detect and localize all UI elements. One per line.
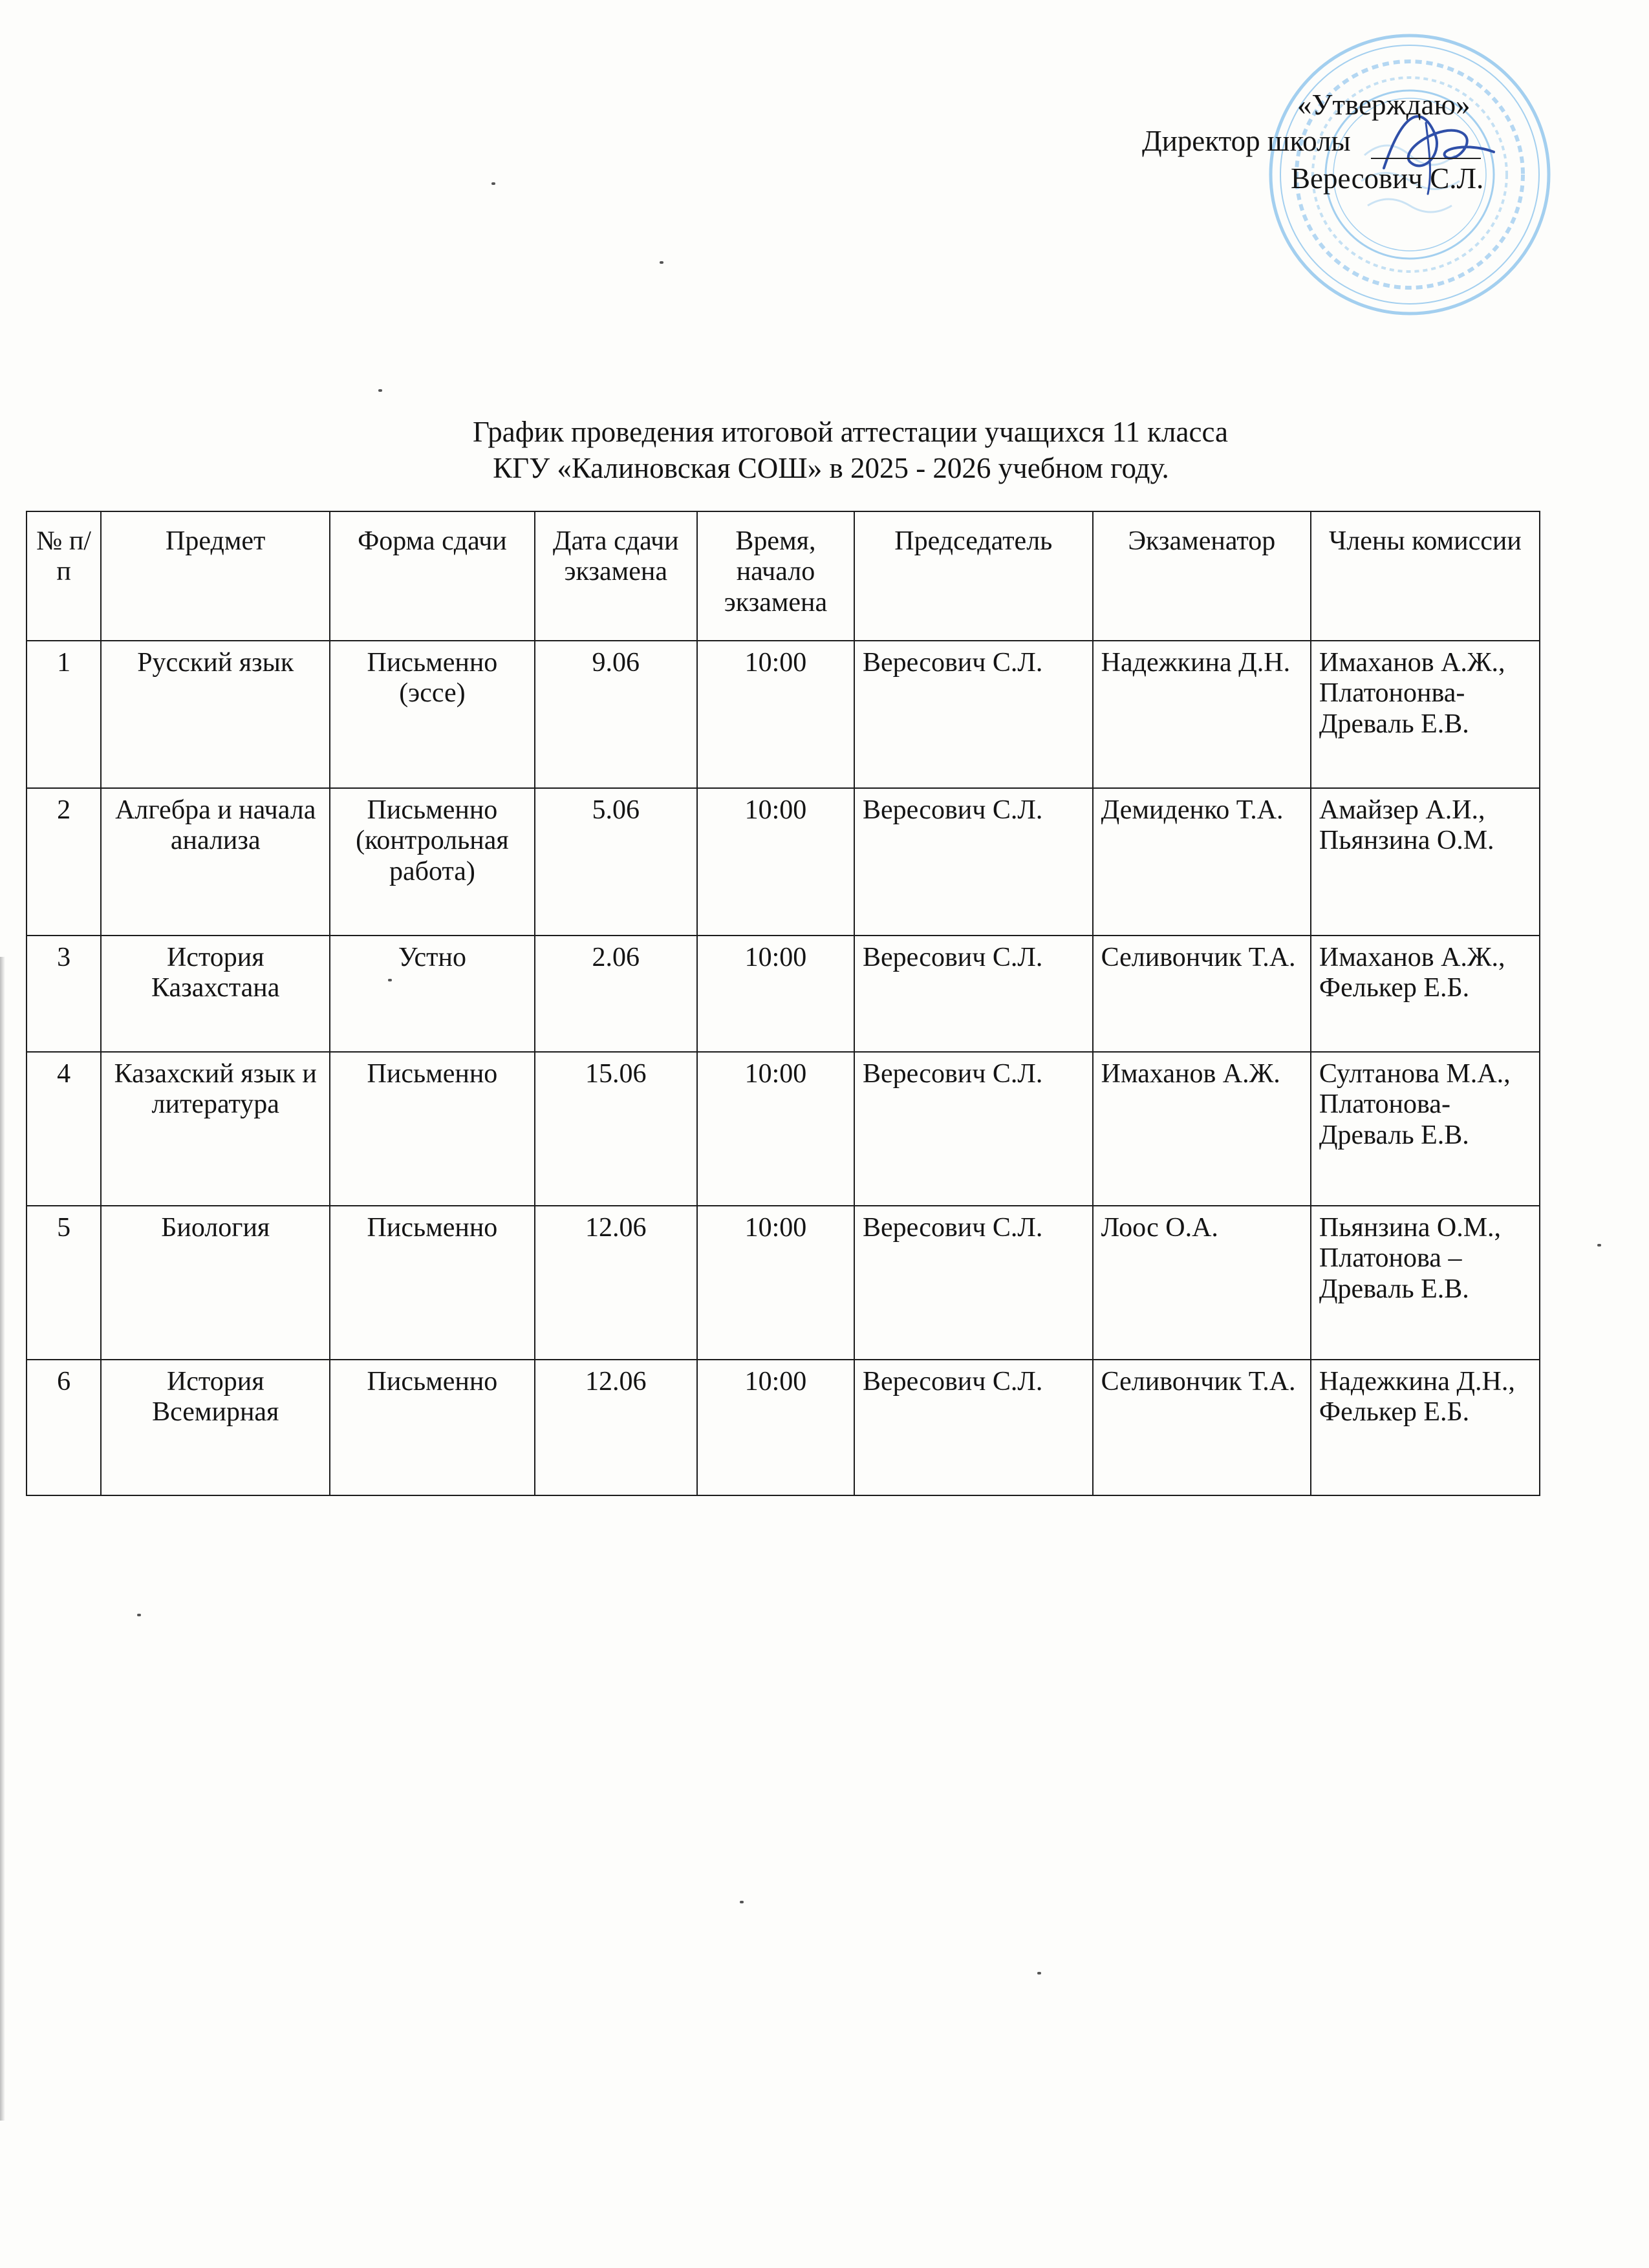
cell-date: 2.06 [535,936,697,1052]
cell-date: 15.06 [535,1052,697,1206]
cell-form: Устно [330,936,534,1052]
cell-chair: Вересович С.Л. [854,641,1093,788]
cell-no: 5 [27,1206,101,1360]
scan-speck [137,1614,141,1616]
cell-chair: Вересович С.Л. [854,1052,1093,1206]
title-line-2: КГУ «Калиновская СОШ» в 2025 - 2026 учебном году. [493,452,1169,484]
title-line-1: График проведения итоговой аттестации учащихся 11 класса [473,416,1228,448]
cell-form: Письменно [330,1206,534,1360]
table-row [27,641,1540,788]
cell-chair: Вересович С.Л. [854,1360,1093,1495]
cell-examiner: Лоос О.А. [1093,1206,1311,1360]
director-name: Вересович С.Л. [1291,162,1484,195]
scan-speck [740,1901,744,1903]
cell-no: 1 [27,641,101,788]
cell-form: Письменно [330,1052,534,1206]
scan-speck [378,389,382,392]
cell-no: 4 [27,1052,101,1206]
scan-speck [388,979,392,981]
header-form: Форма сдачи [330,511,534,641]
cell-time: 10:00 [697,1206,854,1360]
cell-date: 12.06 [535,1360,697,1495]
cell-subject: История Казахстана [101,936,330,1052]
cell-subject: Казахский язык и литература [101,1052,330,1206]
cell-subject: Алгебра и начала анализа [101,788,330,936]
cell-no: 2 [27,788,101,936]
table-row [27,788,1540,936]
table-row [27,936,1540,1052]
cell-members: Имаханов А.Ж., Платононва-Древаль Е.В. [1311,641,1540,788]
document-title [0,414,1649,486]
table-header-row [27,511,1540,641]
table-row [27,1360,1540,1495]
cell-subject: Русский язык [101,641,330,788]
cell-members: Надежкина Д.Н., Фелькер Е.Б. [1311,1360,1540,1495]
header-examiner: Экзаменатор [1093,511,1311,641]
cell-form: Письменно [330,1360,534,1495]
cell-time: 10:00 [697,936,854,1052]
cell-chair: Вересович С.Л. [854,936,1093,1052]
cell-form: Письменно (эссе) [330,641,534,788]
cell-members: Султанова М.А., Платонова-Древаль Е.В. [1311,1052,1540,1206]
cell-form: Письменно (контрольная работа) [330,788,534,936]
cell-examiner: Имаханов А.Ж. [1093,1052,1311,1206]
header-no: № п/п [27,511,101,641]
cell-no: 3 [27,936,101,1052]
approval-block [1002,0,1649,336]
cell-members: Амайзер А.И., Пьянзина О.М. [1311,788,1540,936]
cell-date: 12.06 [535,1206,697,1360]
scan-speck [491,182,495,185]
cell-no: 6 [27,1360,101,1495]
header-members: Члены комиссии [1311,511,1540,641]
header-subject: Предмет [101,511,330,641]
table-row [27,1206,1540,1360]
exam-schedule-table [26,511,1540,1496]
cell-date: 9.06 [535,641,697,788]
cell-subject: Биология [101,1206,330,1360]
cell-time: 10:00 [697,1360,854,1495]
cell-examiner: Демиденко Т.А. [1093,788,1311,936]
cell-date: 5.06 [535,788,697,936]
cell-examiner: Селивончик Т.А. [1093,1360,1311,1495]
scan-edge-shadow [0,957,5,2121]
signature-line [1371,158,1481,159]
cell-members: Имаханов А.Ж., Фелькер Е.Б. [1311,936,1540,1052]
cell-time: 10:00 [697,641,854,788]
table-row [27,1052,1540,1206]
cell-examiner: Селивончик Т.А. [1093,936,1311,1052]
header-time: Время, начало экзамена [697,511,854,641]
scan-speck [1037,1972,1041,1974]
cell-members: Пьянзина О.М., Платонова – Древаль Е.В. [1311,1206,1540,1360]
scan-speck [1597,1244,1601,1246]
approve-label: «Утверждаю» [1297,89,1471,121]
header-chair: Председатель [854,511,1093,641]
cell-time: 10:00 [697,788,854,936]
cell-time: 10:00 [697,1052,854,1206]
director-label: Директор школы [1142,125,1351,157]
header-date: Дата сдачи экзамена [535,511,697,641]
cell-chair: Вересович С.Л. [854,788,1093,936]
cell-chair: Вересович С.Л. [854,1206,1093,1360]
scan-speck [660,261,663,264]
cell-examiner: Надежкина Д.Н. [1093,641,1311,788]
cell-subject: История Всемирная [101,1360,330,1495]
